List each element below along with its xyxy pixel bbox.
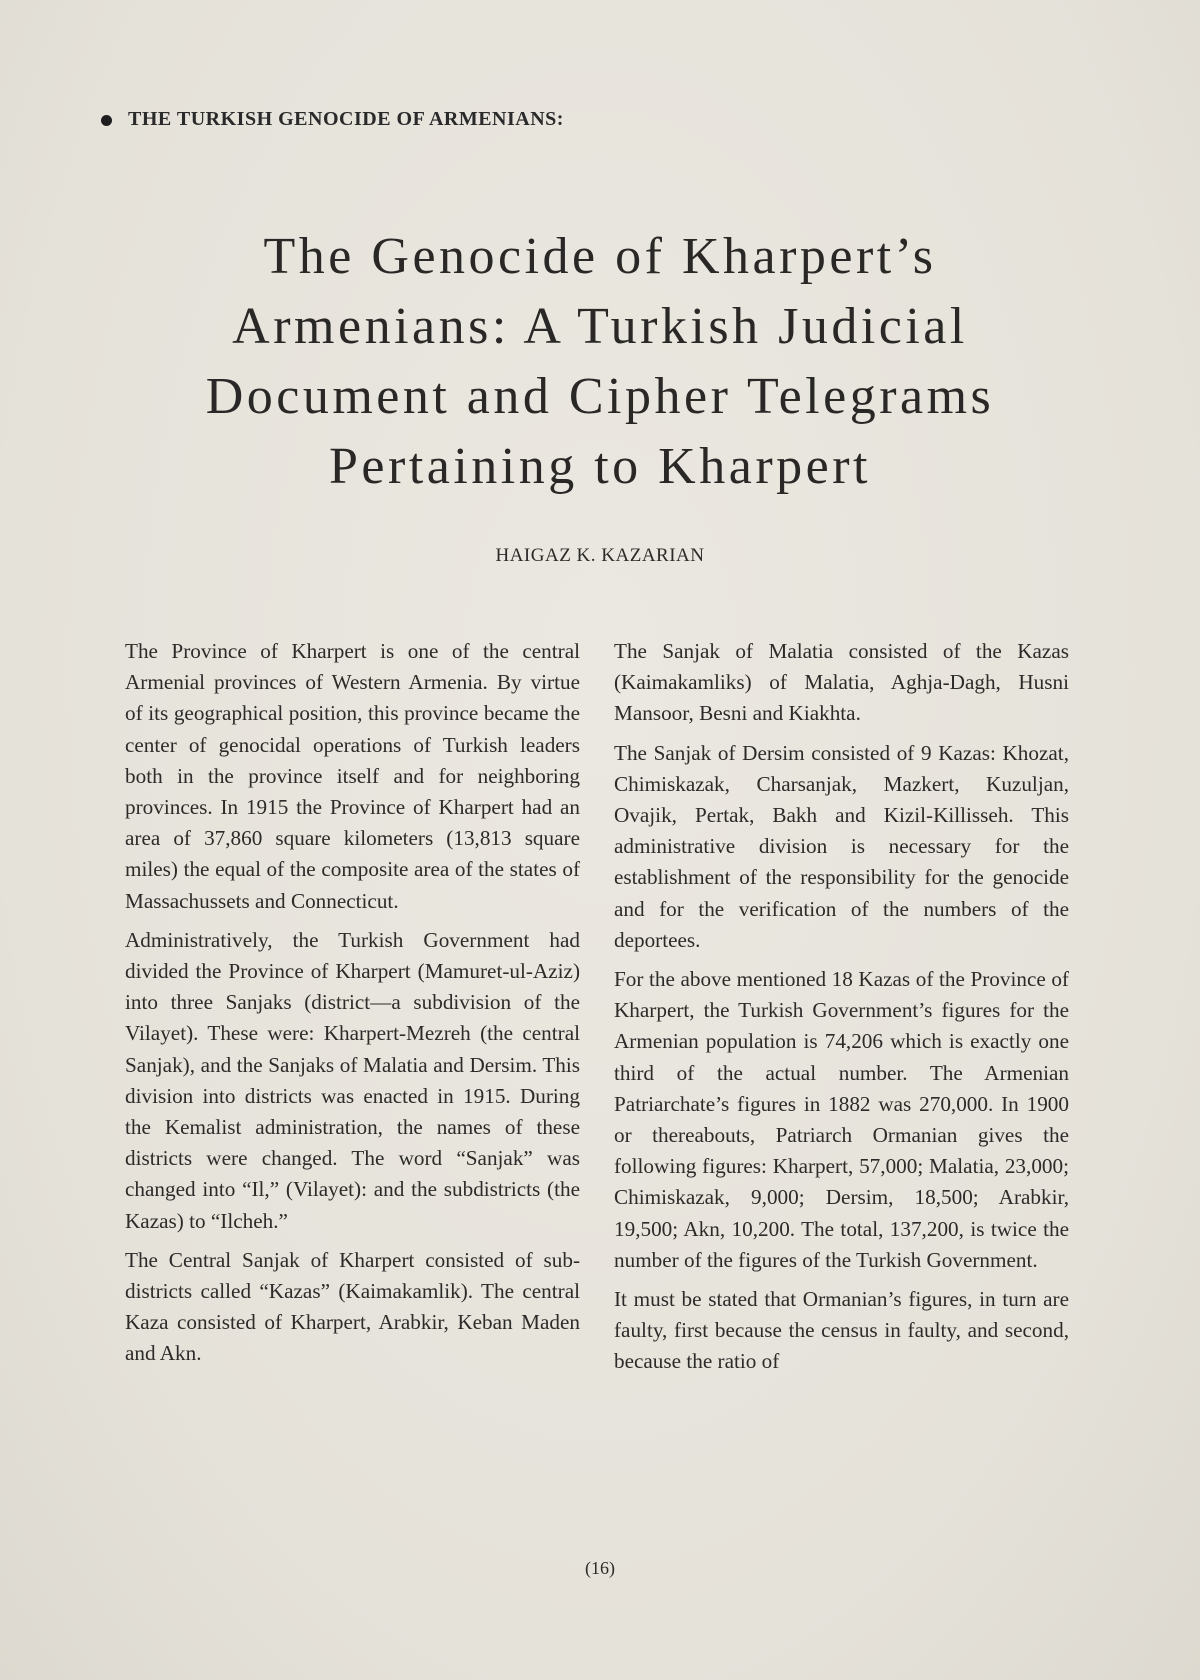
author-byline: HAIGAZ K. KAZARIAN [495, 545, 705, 566]
paragraph: It must be stated that Ormanian’s figures, in turn are faulty, first because the census in faulty, and second, because the ratio of [614, 1287, 1069, 1374]
paragraph: The Central Sanjak of Kharpert consisted of sub-districts called “Kazas” (Kaimakamlik). The central Kaza consisted of Kharpert, Arabkir, Keban Maden and Akn. [125, 1247, 580, 1366]
bullet-dot-icon [101, 115, 112, 126]
series-heading [101, 108, 564, 131]
article-title-line: The Genocide of Kharpert’s [263, 228, 937, 285]
paragraph: Administratively, the Turkish Government had divided the Province of Kharpert (Mamuret-ul-Aziz) into three Sanjaks (district—a subdivision of the Vilayet). These were: Kharpert-Mezreh (the central Sanjak), and the Sanjaks of Malatia and Dersim. This division into districts was enacted in 1915. During the Kemalist administration, the names of these districts were changed. The word “Sanjak” was changed into “Il,” (Vilayet): and the subdistricts (the Kazas) to “Ilcheh.” [125, 927, 580, 1233]
paragraph: The Sanjak of Dersim consisted of 9 Kazas: Khozat, Chimiskazak, Charsanjak, Mazkert, Kuzuljan, Ovajik, Pertak, Bakh and Kizil-Killisseh. This administrative division is necessary for the establishment of the responsibility for the genocide and for the verification of the numbers of the deportees. [614, 740, 1069, 952]
left-column [125, 636, 580, 1378]
paragraph: The Sanjak of Malatia consisted of the Kazas (Kaimakamliks) of Malatia, Aghja-Dagh, Husni Mansoor, Besni and Kiakhta. [614, 639, 1069, 726]
page-number: (16) [585, 1558, 615, 1578]
article-title [60, 222, 1140, 502]
paragraph: The Province of Kharpert is one of the central Armenial provinces of Western Armenia. By virtue of its geographical position, this province became the center of genocidal operations of Turkish leaders both in the province itself and for neighboring provinces. In 1915 the Province of Kharpert had an area of 37,860 square kilometers (13,813 square miles) the equal of the composite area of the states of Massachussets and Connecticut. [125, 639, 580, 913]
article-title-line: Armenians: A Turkish Judicial [232, 298, 968, 355]
series-title: THE TURKISH GENOCIDE OF ARMENIANS: [128, 108, 564, 130]
article-title-line: Pertaining to Kharpert [329, 438, 871, 495]
right-column [614, 636, 1069, 1386]
article-title-line: Document and Cipher Telegrams [205, 368, 995, 425]
paragraph: For the above mentioned 18 Kazas of the Province of Kharpert, the Turkish Government’s figures for the Armenian population is 74,206 which is exactly one third of the actual number. The Armenian Patriarchate’s figures in 1882 was 270,000. In 1900 or thereabouts, Patriarch Ormanian gives the following figures: Kharpert, 57,000; Malatia, 23,000; Chimiskazak, 9,000; Dersim, 18,500; Arabkir, 19,500; Akn, 10,200. The total, 137,200, is twice the number of the figures of the Turkish Government. [614, 967, 1069, 1272]
